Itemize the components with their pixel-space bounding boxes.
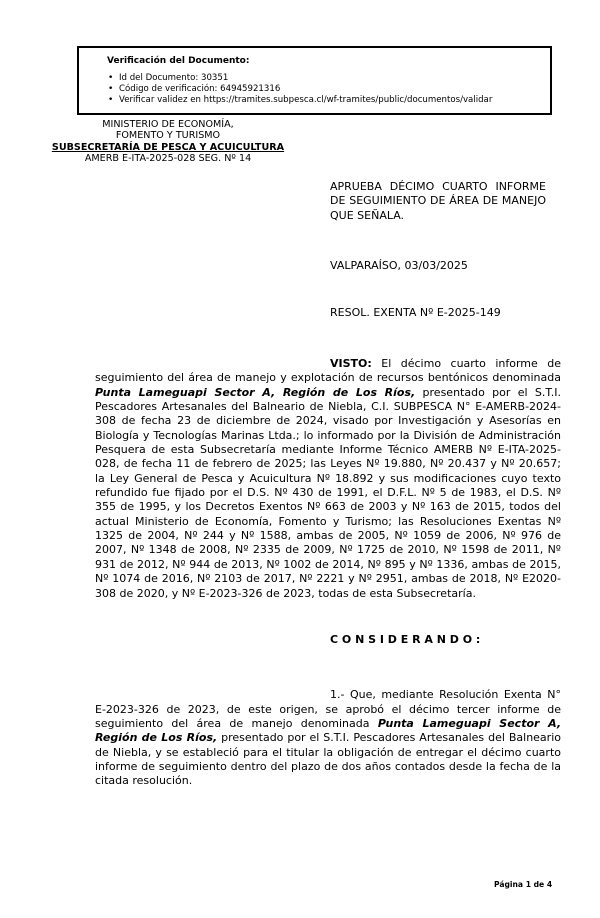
ministry-line-2: FOMENTO Y TURISMO: [115, 130, 221, 142]
place-and-date: VALPARAÍSO, 03/03/2025: [330, 259, 468, 272]
considerando-paragraph-1: [95, 688, 561, 788]
management-area-name: Punta Lameguapi Sector A, Región de Los Ríos,: [95, 385, 416, 399]
considerando-text-1: 1.- Que, mediante Resolución Exenta N° E-2023-326 de 2023, de este origen, se aprobó el décimo tercer informe de seguimiento del área de manejo denominada: [95, 688, 561, 730]
visto-label: VISTO:: [330, 357, 372, 370]
verification-box: [77, 46, 552, 115]
considerando-heading: C O N S I D E R A N D O :: [330, 632, 481, 646]
verification-item-code: • Código de verificación: 64945921316: [107, 84, 542, 95]
visto-text-2: presentado por el S.T.I. Pescadores Artesanales del Balneario de Niebla, C.I. SUBPESCA N° E-AMERB-2024-308 de fecha 23 de diciembre de 2024, visado por Investigación y Asesorías en Biología y Tecnologías Marinas Ltda.; lo informado por la División de Administración Pesquera de esta Subsecretaría mediante Informe Técnico AMERB Nº E-ITA-2025-028, de fecha 11 de febrero de 2025; las Leyes Nº 19.880, Nº 20.437 y Nº 20.657; la Ley General de Pesca y Acuicultura Nº 18.892 y sus modificaciones cuyo texto refundido fue fijado por el D.S. Nº 430 de 1991, el D.F.L. Nº 5 de 1983, el D.S. Nº 355 de 1995, y los Decretos Exentos Nº 663 de 2003 y Nº 163 de 2015, todos del actual Ministerio de Economía, Fomento y Turismo; las Resoluciones Exentas Nº 1325 de 2004, Nº 244 y Nº 1588, ambas de 2005, Nº 1059 de 2006, Nº 976 de 2007, Nº 1348 de 2008, Nº 2335 de 2009, Nº 1725 de 2010, Nº 1598 de 2011, Nº 931 de 2012, Nº 944 de 2013, Nº 1002 de 2014, Nº 895 y Nº 1336, ambas de 2015, Nº 1074 de 2016, Nº 2103 de 2017, Nº 2221 y Nº 2951, ambas de 2018, Nº E2020-308 de 2020, y Nº E-2023-326 de 2023, todas de esta Subsecretaría.: [95, 385, 561, 600]
resolution-subject: APRUEBA DÉCIMO CUARTO INFORME DE SEGUIMIENTO DE ÁREA DE MANEJO QUE SEÑALA.: [330, 180, 546, 222]
considerando-text-2: presentado por el S.T.I. Pescadores Artesanales del Balneario de Niebla, y se estableció para el titular la obligación de entregar el décimo cuarto informe de seguimiento dentro del plazo de dos años contados desde la fecha de la citada resolución.: [95, 731, 561, 788]
visto-paragraph: [95, 357, 561, 601]
subsecretaria-line: SUBSECRETARÍA DE PESCA Y ACUICULTURA: [51, 141, 285, 153]
verification-item-document-id: • Id del Documento: 30351: [107, 73, 542, 84]
ministry-line-1: MINISTERIO DE ECONOMÍA,: [102, 119, 234, 130]
verification-title: Verificación del Documento:: [107, 56, 250, 66]
management-area-name: Punta Lameguapi Sector A, Región de Los Ríos,: [95, 716, 561, 745]
verification-list: [107, 73, 542, 106]
page-number: Página 1 de 4: [494, 880, 553, 889]
verification-item-url: • Verificar validez en https://tramites.subpesca.cl/wf-tramites/public/documentos/validar: [107, 95, 542, 106]
document-body: [95, 357, 561, 789]
letterhead: [30, 119, 306, 164]
visto-text-1: El décimo cuarto informe de seguimiento del área de manejo y explotación de recursos bentónicos denominada: [95, 357, 561, 385]
resolution-number: RESOL. EXENTA Nº E-2025-149: [330, 306, 501, 319]
amerb-reference-line: AMERB E-ITA-2025-028 SEG. Nº 14: [84, 152, 252, 164]
